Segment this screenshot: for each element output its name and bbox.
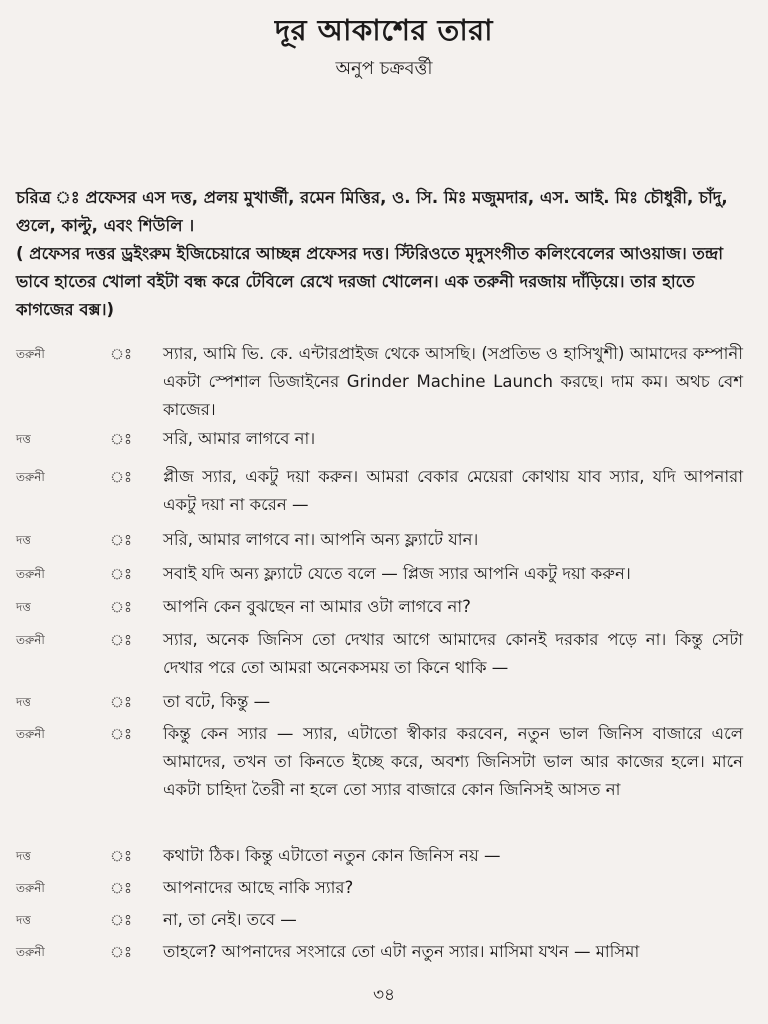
speaker-label: তরুনী — [16, 881, 45, 895]
speaker-label: তরুনী — [16, 727, 45, 741]
speaker-label: দত্ত — [16, 600, 31, 614]
play-title: দূর আকাশের তারা — [274, 13, 494, 47]
speaker-colon: ঃ — [110, 879, 133, 897]
speaker-colon: ঃ — [110, 847, 133, 865]
speaker-colon: ঃ — [110, 430, 133, 448]
speaker-colon: ঃ — [110, 598, 133, 616]
speaker-colon: ঃ — [110, 943, 133, 961]
dialogue-text: না, তা নেই। তবে — — [163, 910, 297, 929]
dialogue-text: স্যার, অনেক জিনিস তো দেখার আগে আমাদের কোনই দরকার পড়ে না। কিন্তু সেটা দেখার পরে তো আমরা অনেকসময় তা কিনে থাকি — — [163, 630, 743, 677]
speaker-colon: ঃ — [110, 911, 133, 929]
dialogue-text: সরি, আমার লাগবে না। — [163, 429, 316, 448]
speaker-label: তরুনী — [16, 470, 45, 484]
dialogue-text: সরি, আমার লাগবে না। আপনি অন্য ফ্ল্যাটে যান। — [163, 530, 479, 549]
speaker-label: তরুনী — [16, 567, 45, 581]
dialogue-text: আপনি কেন বুঝছেন না আমার ওটা লাগবে না? — [163, 597, 471, 616]
dialogue-text: স্যার, আমি ভি. কে. এন্টারপ্রাইজ থেকে আসছি। (সপ্রতিভ ও হাসিখুশী) আমাদের কম্পানী একটা স্পেশাল ডিজাইনের Grinder Machine Launch করছে। দাম কম। অথচ বেশ কাজের। — [163, 344, 743, 419]
speaker-label: দত্ত — [16, 432, 31, 446]
dialogue-text: তাহলে? আপনাদের সংসারে তো এটা নতুন স্যার। মাসিমা যখন — মাসিমা — [163, 942, 640, 961]
page-number: ৩৪ — [372, 985, 396, 1005]
author-name: অনুপ চক্রবর্ত্তী — [335, 58, 433, 79]
speaker-colon: ঃ — [110, 631, 133, 649]
speaker-label: তরুনী — [16, 945, 45, 959]
speaker-colon: ঃ — [110, 345, 133, 363]
stage-direction: ( প্রফেসর দত্তর ড্রইংরুম ইজিচেয়ারে আচ্ছন্ন প্রফেসর দত্ত। স্টিরিওতে মৃদুসংগীত কলিংবেলের আওয়াজ। তন্দ্রা ভাবে হাতের খোলা বইটা বন্ধ করে টেবিলে রেখে দরজা খোলেন। এক তরুনী দরজায় দাঁড়িয়ে। তার হাতে কাগজের বক্স।) — [16, 244, 723, 319]
speaker-label: তরুনী — [16, 347, 45, 361]
speaker-label: তরুনী — [16, 633, 45, 647]
dialogue-text: কিন্তু কেন স্যার — স্যার, এটাতো স্বীকার করবেন, নতুন ভাল জিনিস বাজারে এলে আমাদের, তখন তা কিনতে ইচ্ছে করে, অবশ্য জিনিসটা ভাল আর কাজের হলে। মানে একটা চাহিদা তৈরী না হলে তো স্যার বাজারে কোন জিনিসই আসত না — [163, 724, 743, 799]
character-list: চরিত্র ঃ প্রফেসর এস দত্ত, প্রলয় মুখার্জী, রমেন মিত্তির, ও. সি. মিঃ মজুমদার, এস. আই. মিঃ চৌধুরী, চাঁদু, গুলে, কাল্টু, এবং শিউলি । — [16, 188, 728, 235]
speaker-colon: ঃ — [110, 531, 133, 549]
speaker-colon: ঃ — [110, 565, 133, 583]
dialogue-text: প্লীজ স্যার, একটু দয়া করুন। আমরা বেকার মেয়েরা কোথায় যাব স্যার, যদি আপনারা একটু দয়া না করেন — — [163, 467, 743, 514]
speaker-colon: ঃ — [110, 693, 133, 711]
speaker-label: দত্ত — [16, 533, 31, 547]
speaker-label: দত্ত — [16, 913, 31, 927]
dialogue-text: আপনাদের আছে নাকি স্যার? — [163, 878, 354, 897]
speaker-colon: ঃ — [110, 725, 133, 743]
speaker-colon: ঃ — [110, 468, 133, 486]
speaker-label: দত্ত — [16, 849, 31, 863]
dialogue-text: তা বটে, কিন্তু — — [163, 692, 271, 711]
speaker-label: দত্ত — [16, 695, 31, 709]
dialogue-text: সবাই যদি অন্য ফ্ল্যাটে যেতে বলে — প্লিজ স্যার আপনি একটু দয়া করুন। — [163, 564, 631, 583]
dialogue-text: কথাটা ঠিক। কিন্তু এটাতো নতুন কোন জিনিস নয় — — [163, 846, 501, 865]
